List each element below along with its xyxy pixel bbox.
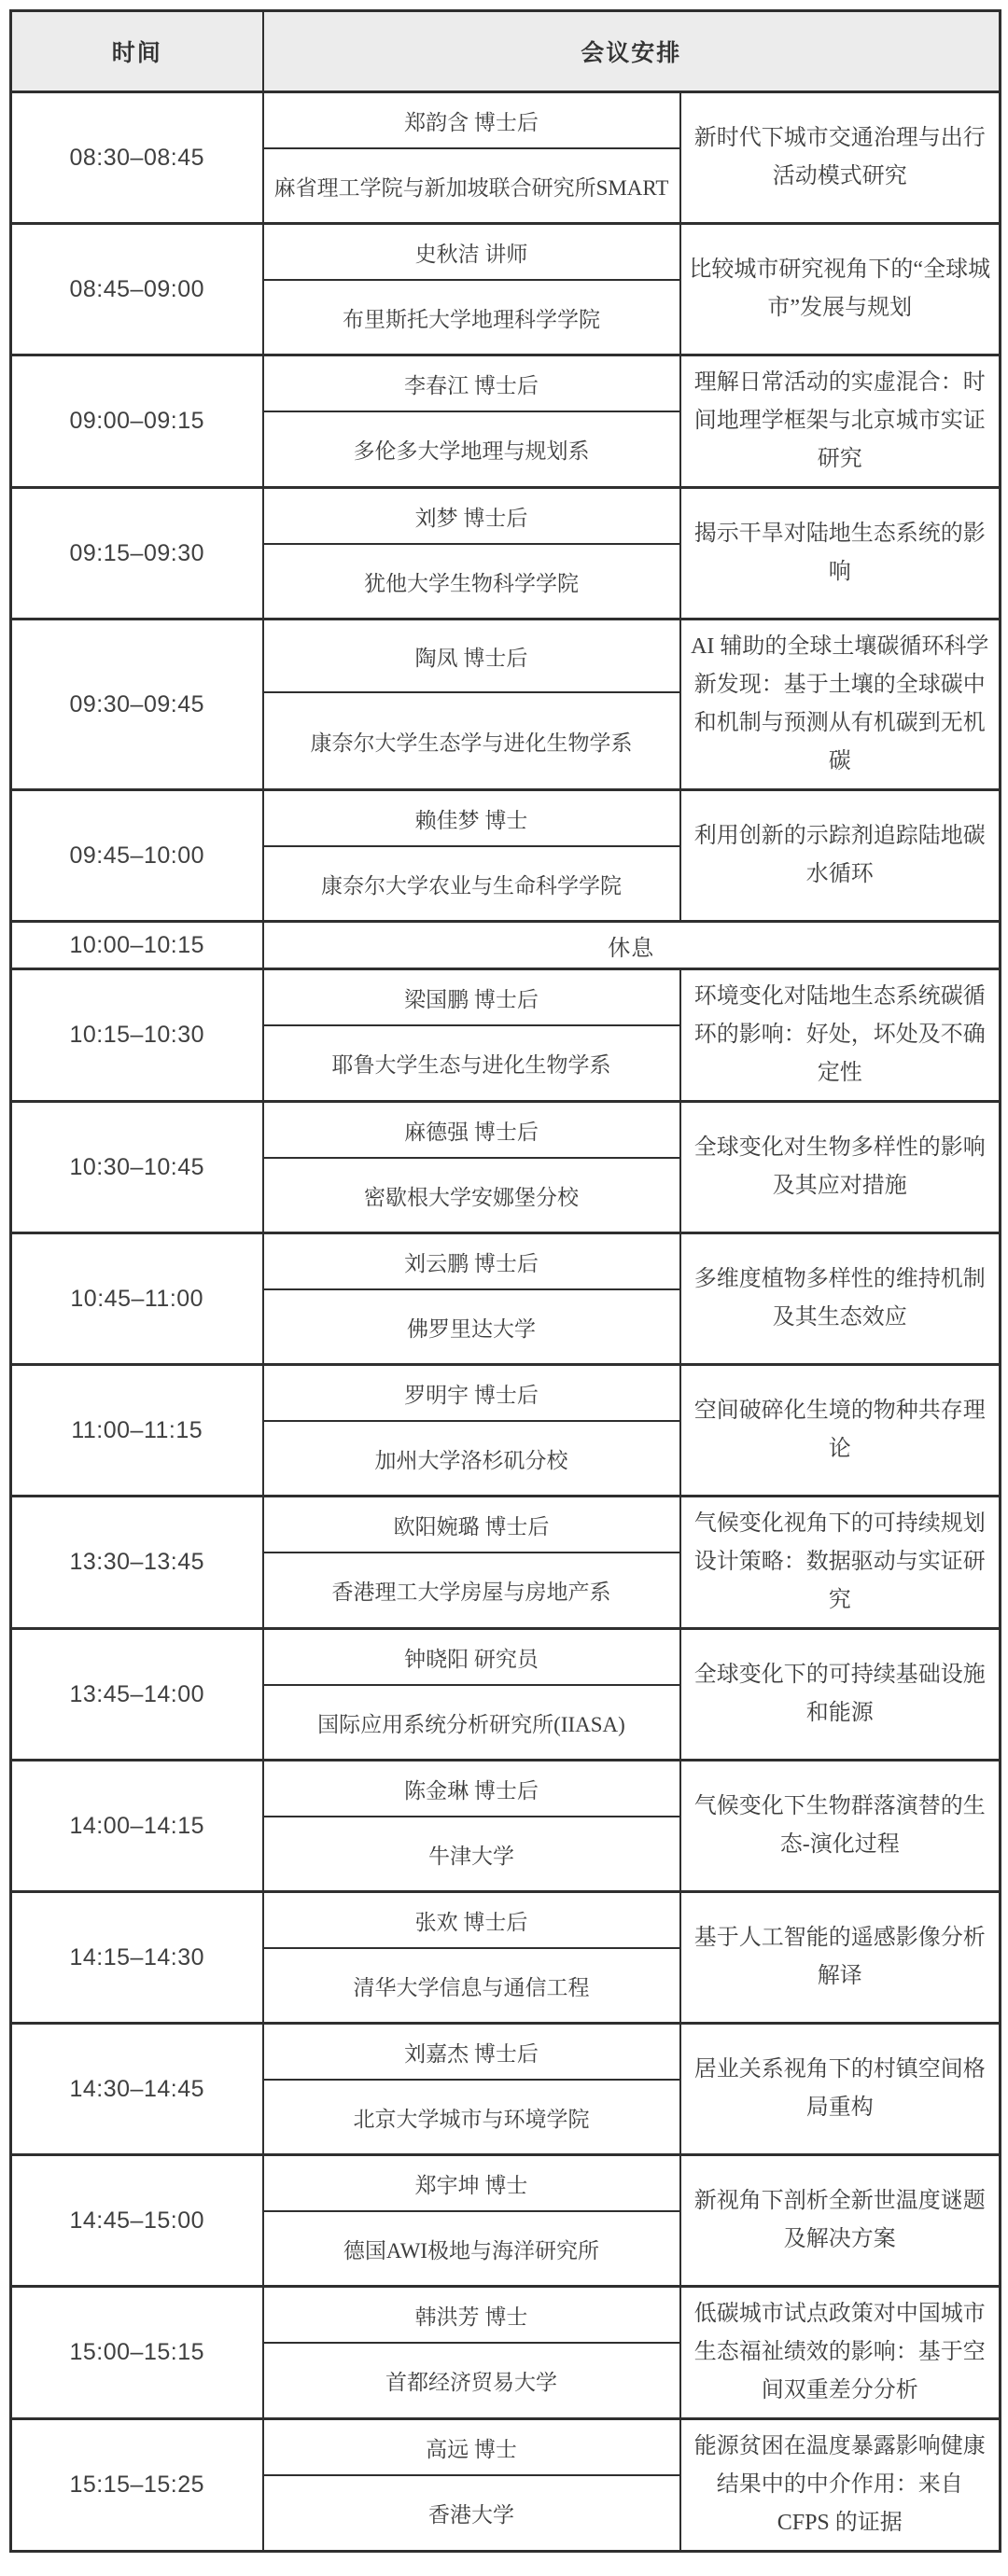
- speaker-name: 赖佳梦 博士: [263, 790, 680, 847]
- speaker-name: 陶凤 博士后: [263, 620, 680, 693]
- speaker-affiliation: 犹他大学生物科学学院: [263, 544, 680, 620]
- session-row: [11, 1233, 1001, 1290]
- session-time: 14:00–14:15: [11, 1761, 263, 1892]
- talk-title: 多维度植物多样性的维持机制及其生态效应: [680, 1233, 1001, 1365]
- session-time: 08:30–08:45: [11, 92, 263, 224]
- session-time: 09:30–09:45: [11, 620, 263, 790]
- session-time: 15:15–15:25: [11, 2419, 263, 2552]
- speaker-affiliation: 牛津大学: [263, 1817, 680, 1892]
- time-column-header: 时间: [11, 11, 263, 92]
- speaker-affiliation: 北京大学城市与环境学院: [263, 2080, 680, 2155]
- session-row: [11, 2024, 1001, 2081]
- session-row: [11, 1102, 1001, 1159]
- session-row: [11, 2155, 1001, 2212]
- session-time: 14:45–15:00: [11, 2155, 263, 2287]
- session-time: 10:45–11:00: [11, 1233, 263, 1365]
- speaker-name: 欧阳婉璐 博士后: [263, 1497, 680, 1553]
- speaker-name: 史秋洁 讲师: [263, 224, 680, 281]
- talk-title: 揭示干旱对陆地生态系统的影响: [680, 488, 1001, 620]
- agenda-column-header: 会议安排: [263, 11, 1001, 92]
- speaker-name: 李春江 博士后: [263, 355, 680, 412]
- talk-title: 全球变化对生物多样性的影响及其应对措施: [680, 1102, 1001, 1233]
- talk-title: 利用创新的示踪剂追踪陆地碳水循环: [680, 790, 1001, 922]
- session-time: 09:45–10:00: [11, 790, 263, 922]
- speaker-name: 罗明宇 博士后: [263, 1365, 680, 1422]
- session-time: 13:45–14:00: [11, 1629, 263, 1761]
- schedule-body: [11, 92, 1001, 2552]
- session-row: [11, 1892, 1001, 1949]
- speaker-name: 麻德强 博士后: [263, 1102, 680, 1159]
- header-row: [11, 11, 1001, 92]
- speaker-affiliation: 麻省理工学院与新加坡联合研究所SMART: [263, 148, 680, 224]
- talk-title: 空间破碎化生境的物种共存理论: [680, 1365, 1001, 1497]
- speaker-name: 郑宇坤 博士: [263, 2155, 680, 2212]
- speaker-name: 钟晓阳 研究员: [263, 1629, 680, 1686]
- talk-title: 理解日常活动的实虚混合：时间地理学框架与北京城市实证研究: [680, 355, 1001, 488]
- session-time: 09:00–09:15: [11, 355, 263, 488]
- speaker-affiliation: 密歇根大学安娜堡分校: [263, 1158, 680, 1233]
- talk-title: 比较城市研究视角下的“全球城市”发展与规划: [680, 224, 1001, 355]
- session-time: 14:15–14:30: [11, 1892, 263, 2024]
- speaker-affiliation: 加州大学洛杉矶分校: [263, 1421, 680, 1497]
- speaker-name: 刘云鹏 博士后: [263, 1233, 680, 1290]
- session-time: 08:45–09:00: [11, 224, 263, 355]
- break-label: 休息: [263, 922, 1001, 969]
- session-row: [11, 224, 1001, 281]
- session-time: 09:15–09:30: [11, 488, 263, 620]
- talk-title: 全球变化下的可持续基础设施和能源: [680, 1629, 1001, 1761]
- session-time: 14:30–14:45: [11, 2024, 263, 2155]
- speaker-name: 高远 博士: [263, 2419, 680, 2476]
- talk-title: 环境变化对陆地生态系统碳循环的影响：好处，坏处及不确定性: [680, 969, 1001, 1102]
- session-row: [11, 620, 1001, 693]
- session-time: 15:00–15:15: [11, 2287, 263, 2419]
- break-time: 10:00–10:15: [11, 922, 263, 969]
- speaker-name: 郑韵含 博士后: [263, 92, 680, 149]
- talk-title: AI 辅助的全球土壤碳循环科学新发现：基于土壤的全球碳中和机制与预测从有机碳到无机碳: [680, 620, 1001, 790]
- speaker-name: 张欢 博士后: [263, 1892, 680, 1949]
- schedule-table: [9, 9, 1001, 2553]
- talk-title: 气候变化下生物群落演替的生态-演化过程: [680, 1761, 1001, 1892]
- speaker-name: 梁国鹏 博士后: [263, 969, 680, 1026]
- speaker-name: 韩洪芳 博士: [263, 2287, 680, 2344]
- speaker-affiliation: 康奈尔大学生态学与进化生物学系: [263, 692, 680, 789]
- speaker-affiliation: 耶鲁大学生态与进化生物学系: [263, 1025, 680, 1101]
- speaker-affiliation: 德国AWI极地与海洋研究所: [263, 2211, 680, 2287]
- speaker-affiliation: 香港大学: [263, 2475, 680, 2551]
- session-row: [11, 355, 1001, 412]
- session-row: [11, 969, 1001, 1026]
- talk-title: 能源贫困在温度暴露影响健康结果中的中介作用：来自 CFPS 的证据: [680, 2419, 1001, 2552]
- session-row: [11, 1629, 1001, 1686]
- speaker-affiliation: 康奈尔大学农业与生命科学学院: [263, 846, 680, 922]
- talk-title: 新时代下城市交通治理与出行活动模式研究: [680, 92, 1001, 224]
- session-time: 10:15–10:30: [11, 969, 263, 1102]
- session-row: [11, 1497, 1001, 1553]
- speaker-affiliation: 佛罗里达大学: [263, 1289, 680, 1365]
- schedule-header: [11, 11, 1001, 92]
- speaker-name: 刘梦 博士后: [263, 488, 680, 545]
- speaker-name: 陈金琳 博士后: [263, 1761, 680, 1817]
- speaker-affiliation: 首都经济贸易大学: [263, 2343, 680, 2418]
- talk-title: 基于人工智能的遥感影像分析解译: [680, 1892, 1001, 2024]
- break-row: [11, 922, 1001, 969]
- session-row: [11, 2287, 1001, 2344]
- session-row: [11, 1761, 1001, 1817]
- session-row: [11, 790, 1001, 847]
- talk-title: 居业关系视角下的村镇空间格局重构: [680, 2024, 1001, 2155]
- speaker-affiliation: 布里斯托大学地理科学学院: [263, 280, 680, 355]
- session-row: [11, 488, 1001, 545]
- session-row: [11, 92, 1001, 149]
- talk-title: 新视角下剖析全新世温度谜题及解决方案: [680, 2155, 1001, 2287]
- session-time: 11:00–11:15: [11, 1365, 263, 1497]
- speaker-affiliation: 香港理工大学房屋与房地产系: [263, 1553, 680, 1628]
- talk-title: 气候变化视角下的可持续规划设计策略：数据驱动与实证研究: [680, 1497, 1001, 1629]
- speaker-affiliation: 多伦多大学地理与规划系: [263, 411, 680, 487]
- speaker-name: 刘嘉杰 博士后: [263, 2024, 680, 2081]
- speaker-affiliation: 国际应用系统分析研究所(IIASA): [263, 1685, 680, 1761]
- session-row: [11, 2419, 1001, 2476]
- talk-title: 低碳城市试点政策对中国城市生态福祉绩效的影响：基于空间双重差分分析: [680, 2287, 1001, 2419]
- speaker-affiliation: 清华大学信息与通信工程: [263, 1948, 680, 2024]
- session-time: 10:30–10:45: [11, 1102, 263, 1233]
- session-time: 13:30–13:45: [11, 1497, 263, 1629]
- session-row: [11, 1365, 1001, 1422]
